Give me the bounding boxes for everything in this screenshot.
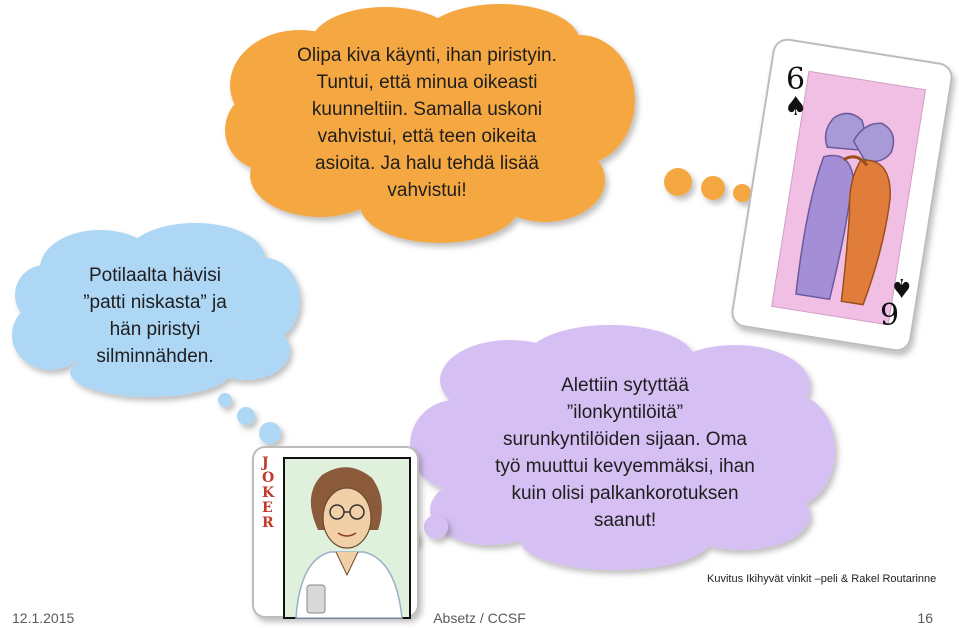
bubble-line: ”ilonkyntilöitä”: [566, 402, 684, 423]
bubble-line: vahvistui, että teen oikeita: [317, 126, 537, 147]
footer-date: 12.1.2015: [12, 610, 75, 626]
purple-bubble-text: [440, 372, 810, 534]
bubble-line: silminnähden.: [96, 346, 214, 367]
orange-bubble-text: [262, 42, 592, 204]
bubble-line: hän piristyi: [109, 319, 201, 340]
bubble-line: saanut!: [593, 510, 657, 531]
bubble-line: Alettiin sytyttää: [561, 375, 689, 396]
bubble-line: asioita. Ja halu tehdä lisää: [315, 153, 539, 174]
bubble-line: Tuntui, että minua oikeasti: [316, 72, 538, 93]
bubble-line: kuin olisi palkankorotuksen: [511, 483, 739, 504]
bubble-line: työ muuttui kevyemmäksi, ihan: [495, 456, 755, 477]
spade-icon: ♠: [890, 272, 914, 302]
bubble-line: surunkyntilöiden sijaan. Oma: [503, 429, 747, 450]
footer-center: Absetz / CCSF: [433, 610, 526, 626]
card-rank-bottom: 9: [880, 298, 900, 333]
page-number: 16: [917, 610, 933, 626]
bubble-line: Potilaalta hävisi: [88, 265, 222, 286]
illustration-credit: Kuvitus Ikihyvät vinkit –peli & Rakel Routarinne: [707, 573, 937, 585]
spade-icon: ♠: [784, 92, 808, 122]
bubble-line: kuunneltiin. Samalla uskoni: [311, 99, 543, 120]
six-of-spades-card: [730, 38, 953, 353]
blue-thought-dots: [218, 393, 281, 444]
bubble-line: vahvistui!: [387, 180, 467, 201]
card-rank-top: 6: [786, 62, 806, 97]
bubble-line: ”patti niskasta” ja: [83, 292, 227, 313]
bubble-line: Olipa kiva käynti, ihan piristyin.: [297, 45, 557, 66]
joker-label: JOKER: [262, 455, 275, 531]
blue-bubble-text: [40, 262, 270, 370]
